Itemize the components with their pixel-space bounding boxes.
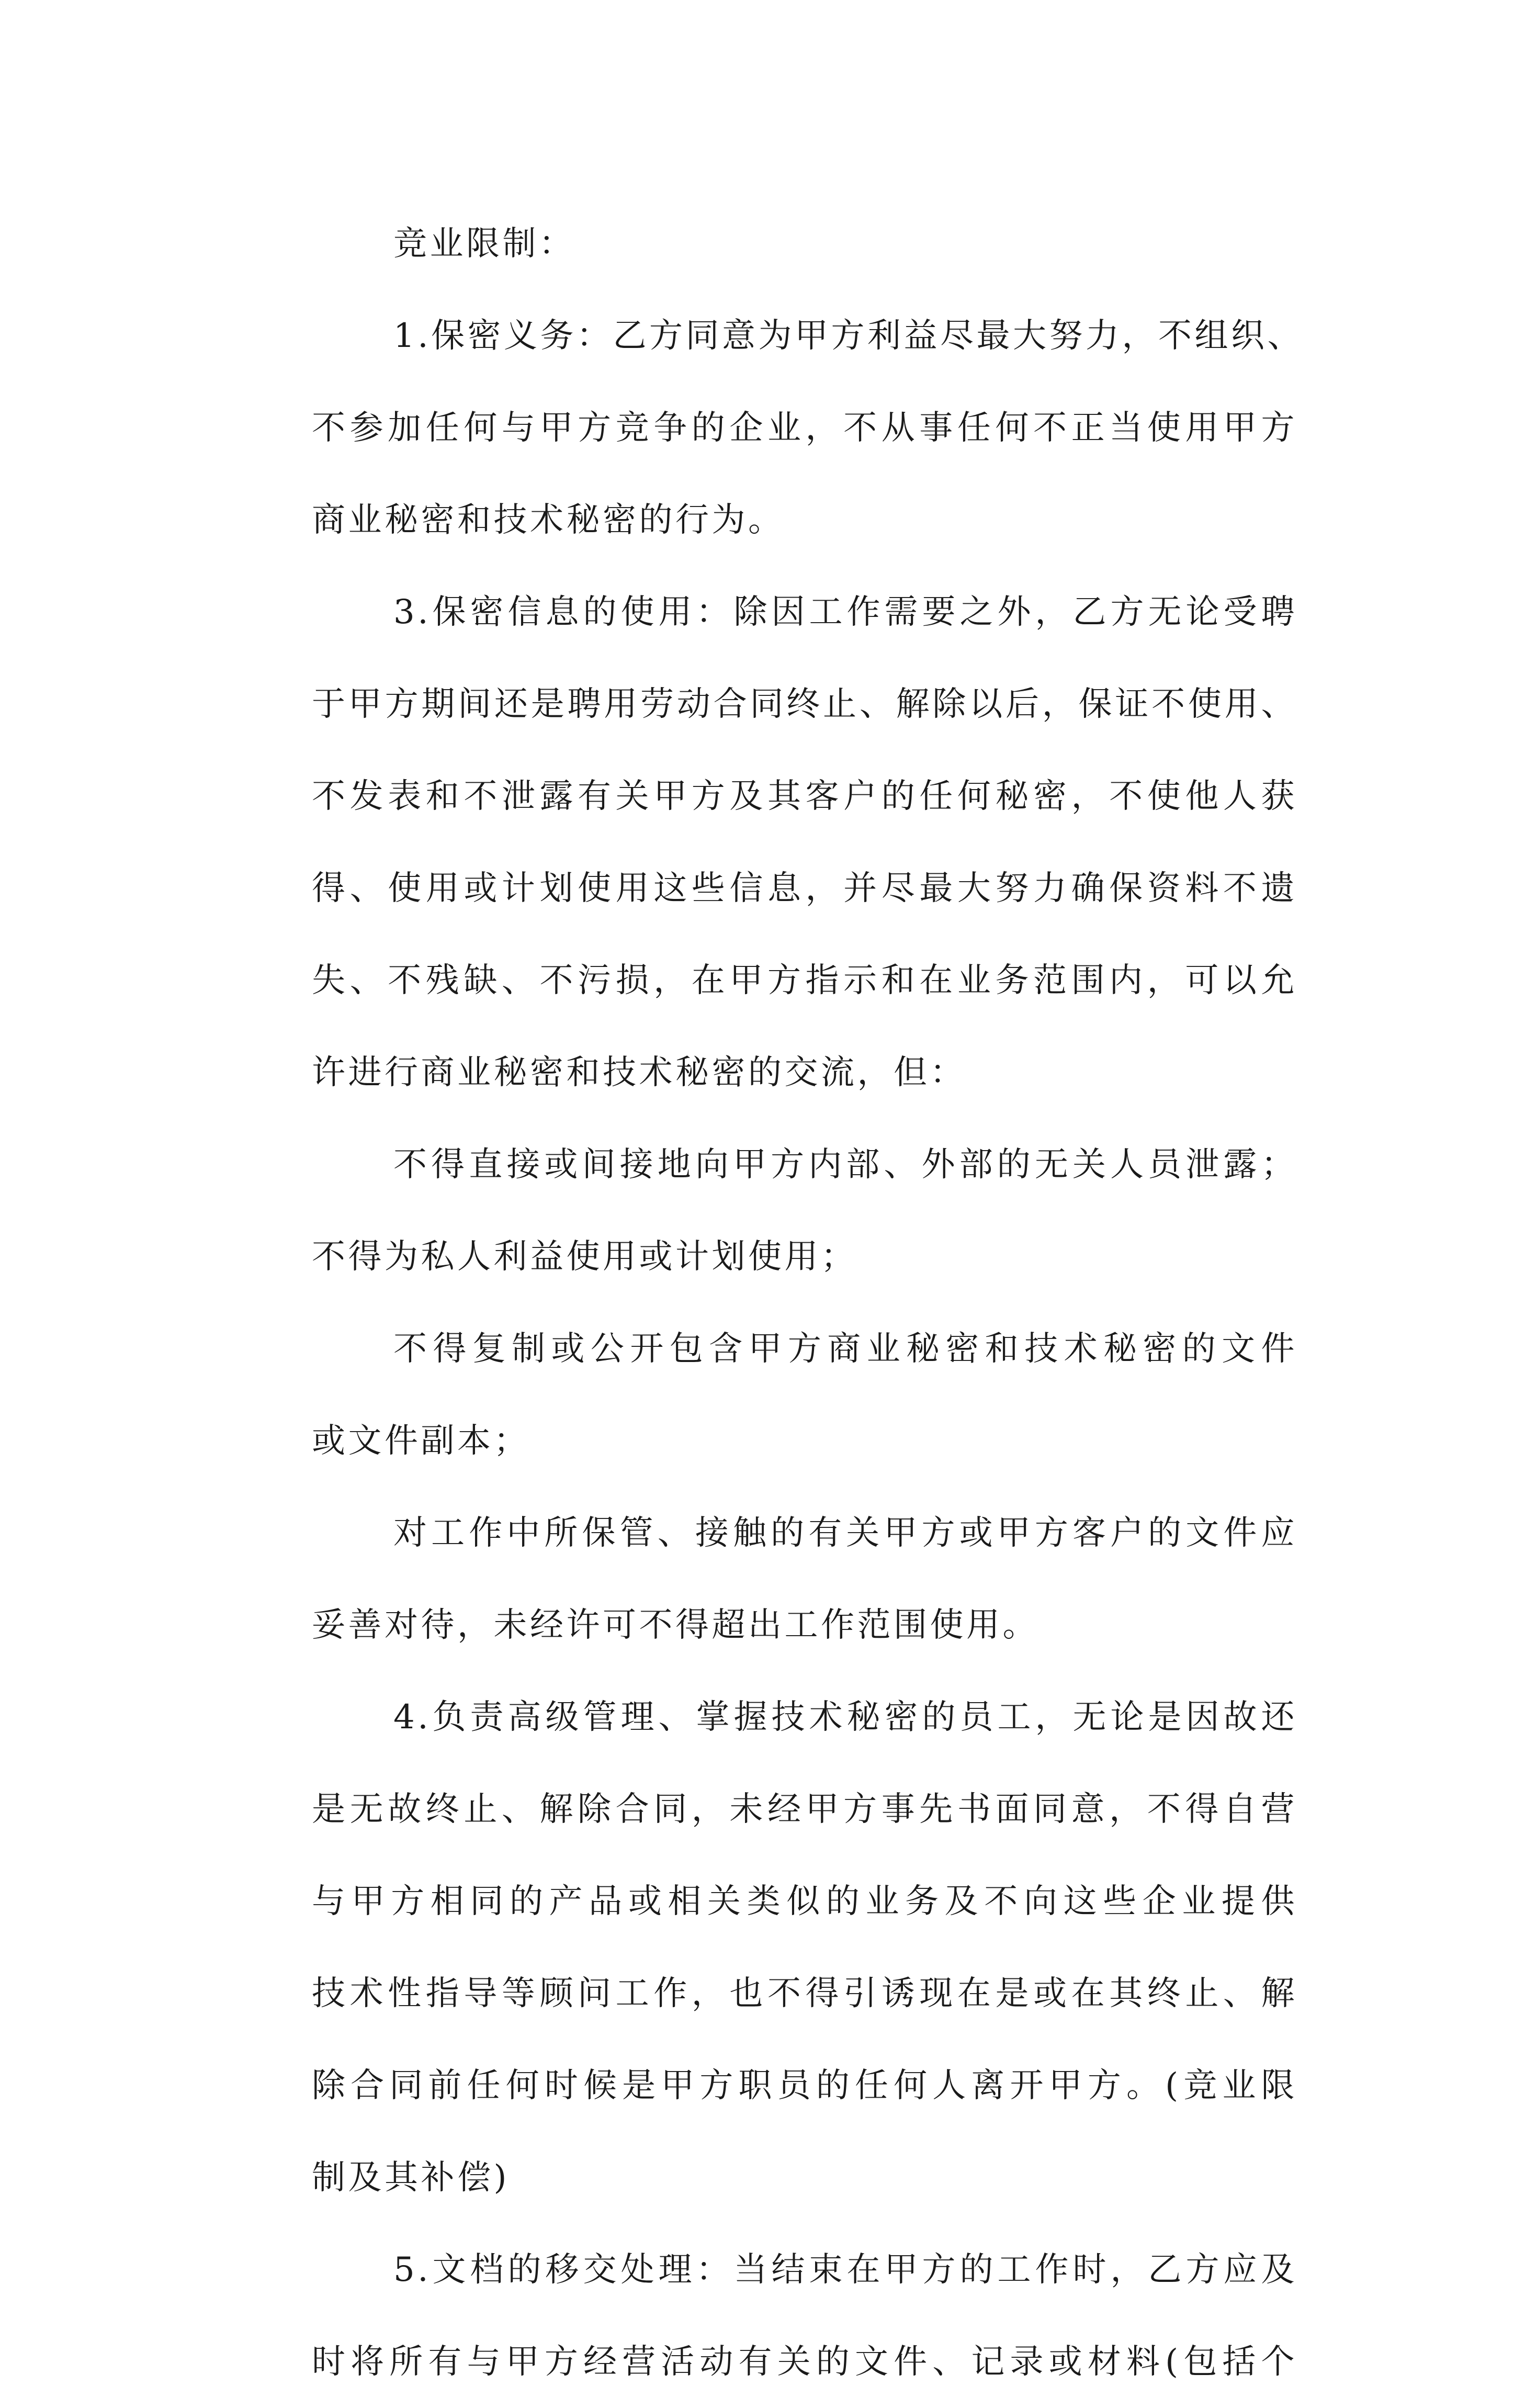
text-line: 1.保密义务：乙方同意为甲方利益尽最大努力，不组织、 bbox=[393, 317, 1304, 355]
clause-confidentiality-obligation bbox=[230, 290, 1304, 566]
text-line: 或文件副本； bbox=[312, 1422, 530, 1460]
text-line: 失、不残缺、不污损，在甲方指示和在业务范围内，可以允 bbox=[312, 961, 1297, 1000]
text-line: 不得复制或公开包含甲方商业秘密和技术秘密的文件 bbox=[393, 1330, 1297, 1368]
clause-document-handover bbox=[230, 2224, 1297, 2408]
text-line: 技术性指导等顾问工作，也不得引诱现在是或在其终止、解 bbox=[312, 1974, 1297, 2013]
text-line: 是无故终止、解除合同，未经甲方事先书面同意，不得自营 bbox=[312, 1790, 1297, 1829]
text-line: 不得为私人利益使用或计划使用； bbox=[312, 1237, 857, 1276]
text-line: 与甲方相同的产品或相关类似的业务及不向这些企业提供 bbox=[312, 1882, 1297, 1921]
sub-clause-no-copying bbox=[230, 1303, 1297, 1487]
text-line: 制及其补偿) bbox=[312, 2158, 510, 2197]
text-line: 对工作中所保管、接触的有关甲方或甲方客户的文件应 bbox=[393, 1514, 1297, 1552]
document-body bbox=[230, 198, 1304, 2408]
text-line: 除合同前任何时候是甲方职员的任何人离开甲方。(竞业限 bbox=[312, 2066, 1297, 2105]
text-line: 竞业限制： bbox=[393, 224, 575, 263]
text-line: 3.保密信息的使用：除因工作需要之外，乙方无论受聘 bbox=[393, 593, 1297, 632]
text-line: 不得直接或间接地向甲方内部、外部的无关人员泄露； bbox=[393, 1145, 1297, 1184]
heading-non-compete bbox=[230, 198, 1297, 290]
text-line: 许进行商业秘密和技术秘密的交流，但： bbox=[312, 1053, 966, 1092]
text-line: 5.文档的移交处理：当结束在甲方的工作时，乙方应及 bbox=[393, 2251, 1297, 2289]
text-line: 得、使用或计划使用这些信息，并尽最大努力确保资料不遗 bbox=[312, 869, 1297, 908]
text-line: 不发表和不泄露有关甲方及其客户的任何秘密，不使他人获 bbox=[312, 777, 1297, 816]
text-line: 妥善对待，未经许可不得超出工作范围使用。 bbox=[312, 1606, 1039, 1645]
clause-senior-staff-non-compete bbox=[230, 1671, 1297, 2224]
sub-clause-document-care bbox=[230, 1487, 1297, 1671]
text-line: 商业秘密和技术秘密的行为。 bbox=[312, 501, 785, 539]
clause-confidential-info-use bbox=[230, 566, 1297, 1119]
text-line: 于甲方期间还是聘用劳动合同终止、解除以后，保证不使用、 bbox=[312, 685, 1297, 724]
text-line: 4.负责高级管理、掌握技术秘密的员工，无论是因故还 bbox=[393, 1698, 1297, 1737]
text-line: 不参加任何与甲方竞争的企业，不从事任何不正当使用甲方 bbox=[312, 409, 1297, 447]
text-line: 时将所有与甲方经营活动有关的文件、记录或材料(包括个 bbox=[312, 2343, 1297, 2381]
sub-clause-no-disclosure bbox=[230, 1119, 1297, 1303]
